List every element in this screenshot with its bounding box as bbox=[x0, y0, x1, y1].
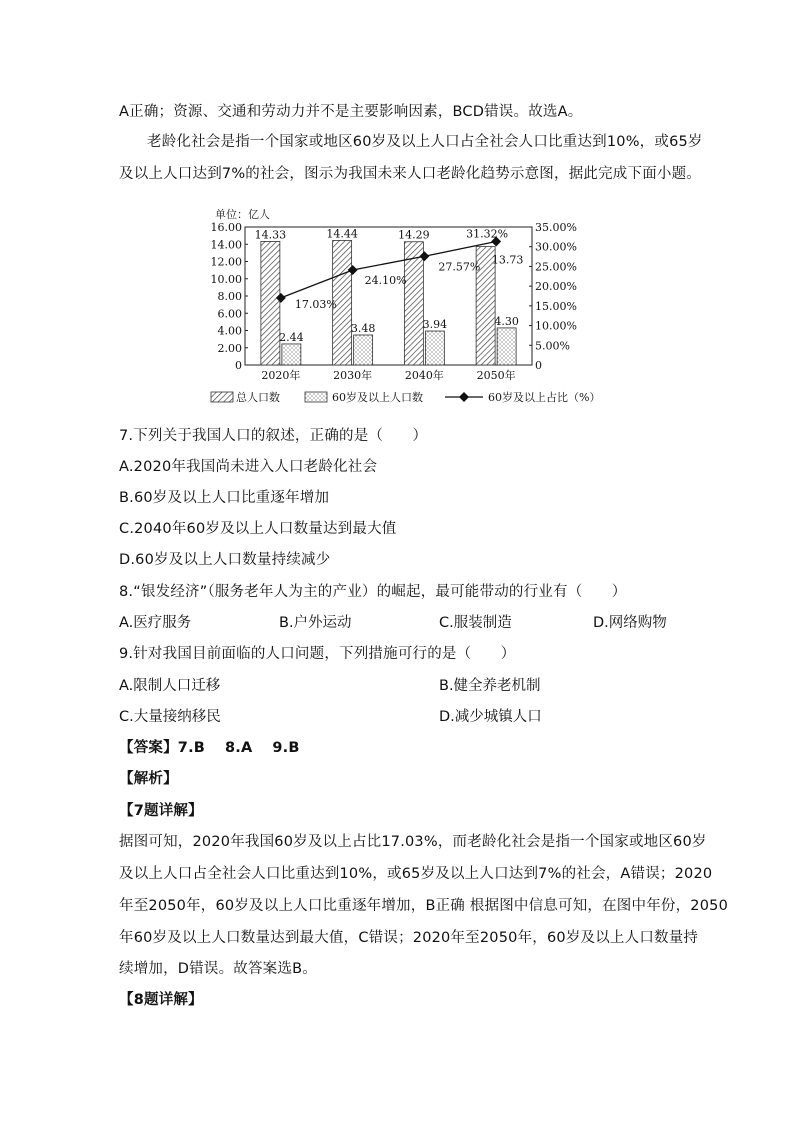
population-aging-chart bbox=[205, 205, 625, 415]
q7-detail-line-3: 年至2050年，60岁及以上人口比重逐年增加，B正确 根据图中信息可知，在图中年份，2050 bbox=[119, 898, 729, 914]
bar-total-population bbox=[404, 242, 423, 365]
right-tick-label: 0 bbox=[535, 359, 542, 372]
bar-elderly-population bbox=[354, 335, 373, 365]
q7-detail-line-5: 续增加，D错误。故答案选B。 bbox=[119, 961, 317, 977]
bar-label-elderly: 3.48 bbox=[350, 321, 376, 335]
q7-option-d: D.60岁及以上人口数量持续减少 bbox=[119, 552, 331, 568]
x-axis-label: 2020年 bbox=[261, 369, 301, 382]
passage-line-2: 及以上人口达到7%的社会，图示为我国未来人口老龄化趋势示意图，据此完成下面小题。 bbox=[119, 166, 701, 182]
right-tick-label: 25.00% bbox=[535, 260, 577, 274]
bar-elderly-population bbox=[425, 331, 444, 365]
ratio-label: 31.32% bbox=[466, 227, 509, 241]
q8-option-b: B.户外运动 bbox=[279, 615, 352, 631]
q8-detail-title: 【8题详解】 bbox=[119, 992, 203, 1008]
right-tick-label: 10.00% bbox=[535, 319, 577, 333]
right-tick-label: 35.00% bbox=[535, 221, 577, 234]
q8-options bbox=[119, 613, 679, 633]
bar-label-elderly: 2.44 bbox=[279, 330, 304, 344]
q9-options-row-1 bbox=[119, 676, 679, 696]
q7-option-a: A.2020年我国尚未进入人口老龄化社会 bbox=[119, 459, 378, 475]
q9-option-c: C.大量接纳移民 bbox=[119, 709, 221, 725]
unit-label: 单位：亿人 bbox=[215, 208, 270, 221]
x-axis-label: 2050年 bbox=[476, 369, 516, 382]
bar-label-elderly: 3.94 bbox=[422, 318, 448, 332]
q8-option-c: C.服装制造 bbox=[439, 615, 512, 631]
q7-detail-line-1: 据图可知，2020年我国60岁及以上占比17.03%，而老龄化社会是指一个国家或地区60岁 bbox=[119, 834, 707, 850]
q8-stem: 8.“银发经济”（服务老年人为主的产业）的崛起，最可能带动的行业有（ ） bbox=[119, 584, 627, 600]
q7-detail-line-4: 年60岁及以上人口数量达到最大值，C错误；2020年至2050年，60岁及以上人口数量持 bbox=[119, 930, 699, 946]
bar-label-total: 13.73 bbox=[491, 253, 524, 267]
left-tick-label: 6.00 bbox=[217, 307, 242, 321]
bar-elderly-population bbox=[497, 328, 516, 365]
bar-label-elderly: 4.30 bbox=[494, 314, 519, 328]
right-tick-label: 30.00% bbox=[535, 240, 577, 254]
q8-option-d: D.网络购物 bbox=[593, 615, 667, 631]
bar-label-total: 14.33 bbox=[254, 228, 287, 242]
right-tick-label: 15.00% bbox=[535, 299, 577, 313]
ratio-label: 24.10% bbox=[364, 273, 407, 287]
q7-option-c: C.2040年60岁及以上人口数量达到最大值 bbox=[119, 521, 397, 537]
q9-stem: 9.针对我国目前面临的人口问题，下列措施可行的是（ ） bbox=[119, 646, 516, 662]
legend-marker-ratio bbox=[459, 392, 469, 402]
chart-legend bbox=[211, 390, 600, 404]
left-tick-label: 16.00 bbox=[210, 221, 242, 234]
bar-label-total: 14.44 bbox=[326, 227, 358, 241]
q9-options-row-2 bbox=[119, 707, 679, 727]
left-tick-label: 2.00 bbox=[217, 341, 242, 355]
q7-detail-title: 【7题详解】 bbox=[119, 803, 203, 819]
legend-swatch-elderly bbox=[305, 392, 327, 402]
left-tick-label: 12.00 bbox=[210, 255, 242, 269]
left-tick-label: 4.00 bbox=[217, 324, 242, 338]
q8-option-a: A.医疗服务 bbox=[119, 615, 192, 631]
legend-label-ratio: 60岁及以上占比（%） bbox=[488, 391, 601, 404]
analysis-title: 【解析】 bbox=[119, 771, 178, 787]
q9-option-a: A.限制人口迁移 bbox=[119, 678, 221, 694]
legend-label-elderly: 60岁及以上人口数 bbox=[332, 391, 423, 404]
q7-option-b: B.60岁及以上人口比重逐年增加 bbox=[119, 490, 330, 506]
q9-option-d: D.减少城镇人口 bbox=[439, 709, 542, 725]
x-axis-label: 2030年 bbox=[333, 369, 373, 382]
right-tick-label: 20.00% bbox=[535, 280, 577, 294]
legend-swatch-total bbox=[211, 392, 233, 402]
bar-total-population bbox=[261, 241, 280, 365]
bar-label-total: 14.29 bbox=[398, 228, 430, 242]
left-tick-label: 14.00 bbox=[210, 238, 242, 252]
left-tick-label: 0 bbox=[235, 359, 242, 372]
intro-line: A正确；资源、交通和劳动力并不是主要影响因素，BCD错误。故选A。 bbox=[119, 104, 583, 120]
left-tick-label: 10.00 bbox=[210, 272, 242, 286]
answer-line: 【答案】7.B 8.A 9.B bbox=[119, 740, 300, 756]
x-axis-label: 2040年 bbox=[404, 369, 444, 382]
q9-option-b: B.健全养老机制 bbox=[439, 678, 541, 694]
ratio-label: 27.57% bbox=[438, 260, 481, 274]
left-tick-label: 8.00 bbox=[217, 290, 242, 303]
passage-line-1: 老龄化社会是指一个国家或地区60岁及以上人口占全社会人口比重达到10%，或65岁 bbox=[147, 134, 703, 150]
q7-detail-line-2: 及以上人口占全社会人口比重达到10%，或65岁及以上人口达到7%的社会，A错误；2020 bbox=[119, 866, 713, 882]
ratio-label: 17.03% bbox=[294, 297, 337, 311]
q7-stem: 7.下列关于我国人口的叙述，正确的是（ ） bbox=[119, 428, 428, 444]
right-tick-label: 5.00% bbox=[535, 339, 570, 353]
legend-label-total: 总人口数 bbox=[236, 391, 280, 404]
bar-elderly-population bbox=[282, 344, 301, 365]
